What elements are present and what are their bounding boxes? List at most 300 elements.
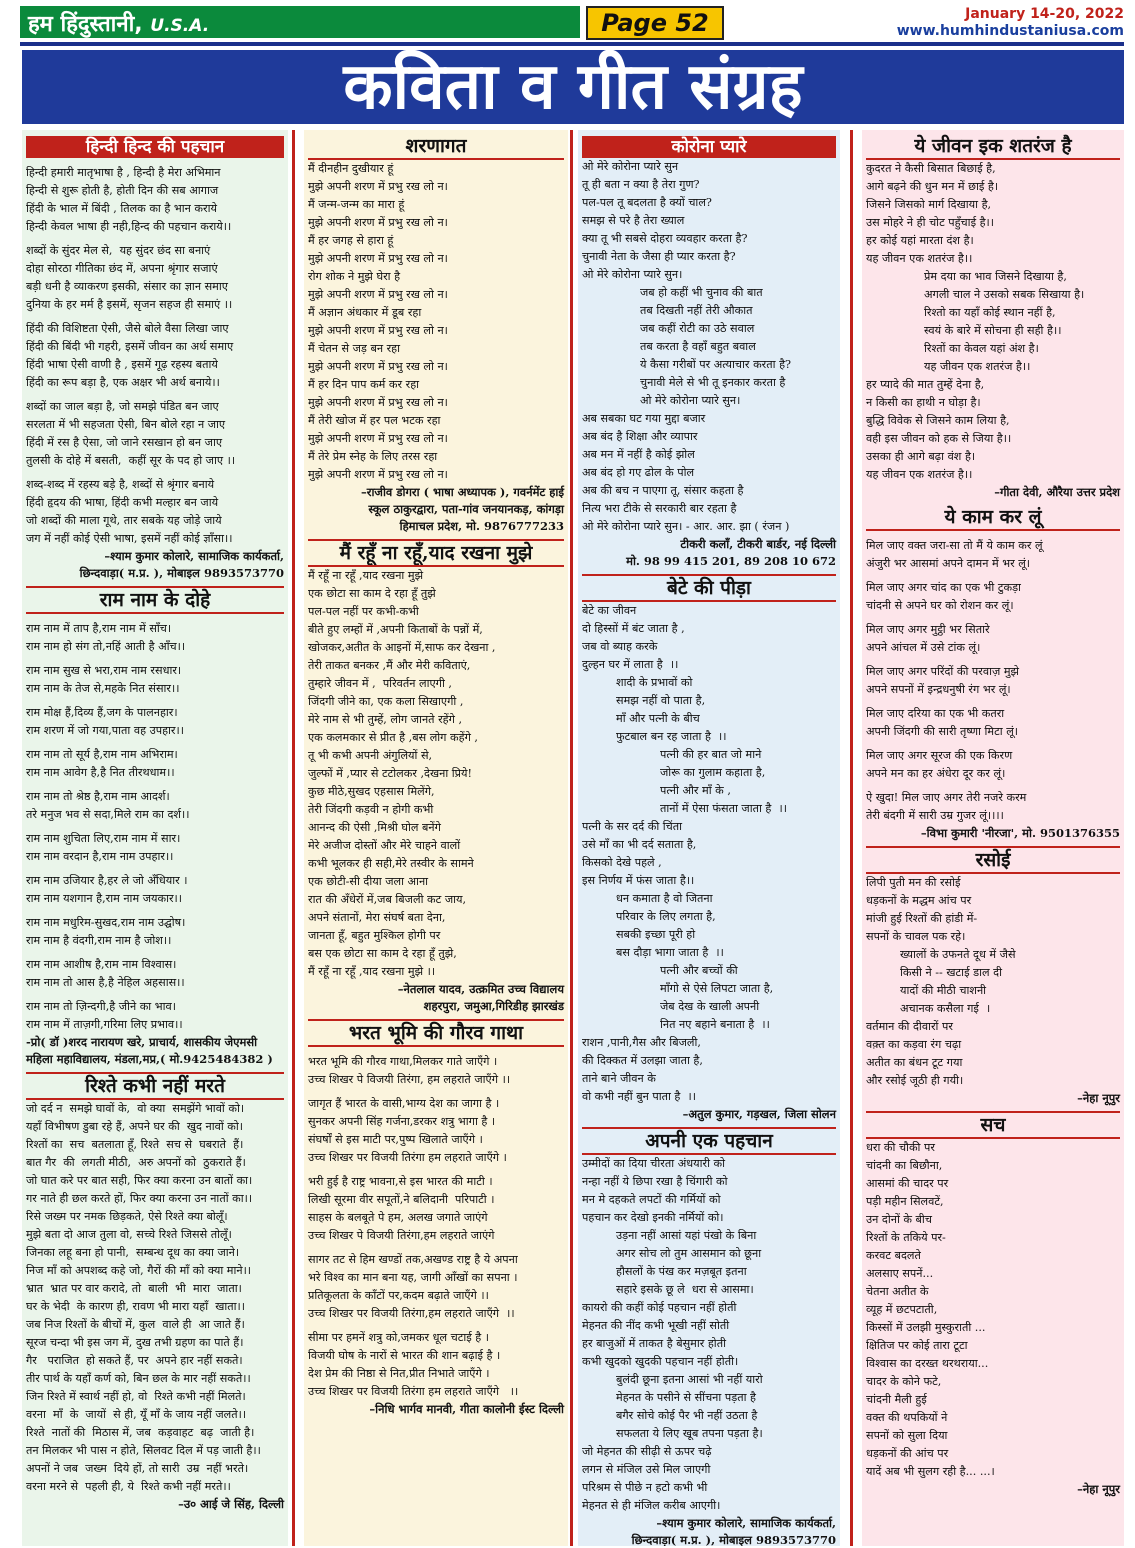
poem-line: पत्नी और माँ के , [660,784,731,797]
poem-line: धन कमाता है वो जितना [616,892,713,905]
poem-line: किसको देखे पहले , [582,856,662,869]
stanza [866,663,1120,699]
poem-line: नन्हा नहीं ये छिपा रखा है चिंगारी को [582,1175,728,1188]
poem-line: पहचान कर देखो इनकी नर्मियों को। [582,1211,724,1224]
poem-line: राम नाम तो आस है,है नेहिल अहसास।। [26,976,185,989]
poem-line: करवट बदलते [866,1249,921,1262]
poem-body [866,537,1120,825]
column-4 [862,130,1124,1546]
poem-credit: टीकरी कलाँ, टीकरी बार्डर, नई दिल्ली मो. 98 99 415 201, 89 208 10 672 [626,537,836,568]
poem-line: राशन ,पानी,गैस और बिजली, [582,1036,701,1049]
poem-line: राम नाम में ताज़गी,गरिमा लिए प्रभाव।। [26,1018,183,1031]
poem-line: चादर के कोने फटे, [866,1375,942,1388]
paper-name-text: हम हिंदुस्तानी, [28,12,143,37]
poem-line: मैं चेतन से जड़ बन रहा [308,342,401,355]
poem-line: यह जीवन एक शतरंज है।। [924,360,1031,373]
poem-line: शादी के प्रभावों को [616,676,693,689]
poem-line: जब कहीं रोटी का उठे सवाल [640,322,755,335]
poem-line: तन मिलकर भी पास न होते, सिलवट दिल में पड़ जाती है।। [26,1444,261,1457]
poem-line: संघर्षों से इस माटी पर,पुष्प खिलाते जाएँगे । [308,1133,483,1146]
poem-line: अपने सपनों में इन्द्रधनुषी रंग भर लूं। [866,683,1011,696]
poem-line: हिन्दी हमारी मातृभाषा है , हिन्दी है मेरा अभिमान [26,166,221,179]
poem-line: जग में नहीं कोई ऐसी भाषा, इसमें नहीं कोई ज्ञाँसा।। [26,532,233,545]
poem-line: जुल्फों में ,प्यार से टटोलकर ,देखना प्रिये! [308,767,473,780]
poem-line: तू भी कभी अपनी अंगुलियों से, [308,749,433,762]
poem-title: रसोई [866,846,1120,874]
poem-line: राम नाम उजियार है,हर ले जो अँधियार । [26,874,188,887]
poem-line: पल-पल तू बदलता है क्यों चाल? [582,196,712,209]
poem-line: मुझे अपनी शरण में प्रभु रख लो न। [308,252,448,265]
poem-line: एक कलमकार से प्रीत है ,बस लोग कहेंगे , [308,731,478,744]
poem-title: भरत भूमि की गौरव गाथा [308,1019,564,1047]
poem-line: जब निज रिश्तों के बीचों में, कुल वाले ही आ जाते हैं। [26,1318,245,1331]
poem-line: अपने संतानों, मेरा संघर्ष बता देना, [308,911,446,924]
column-1 [22,130,288,1546]
stanza [26,242,284,314]
poem-line: धरा की चौकी पर [866,1141,935,1154]
poem-line: मैं अज्ञान अंधकार में डूब रहा [308,306,422,319]
poem-line: जागृत हैं भारत के वासी,भाग्य देश का जागा है । [308,1097,500,1110]
poem-line: चेतना अतीत के [866,1285,929,1298]
stanza [308,1095,564,1167]
poem-line: दोहा सोरठा गीतिका छंद में, अपना श्रृंगार सजाएं [26,262,218,275]
poem-line: बगैर सोचे कोई पैर भी नहीं उठता है [616,1409,758,1422]
poem-line: बेटे का जीवन [582,604,637,617]
poem-line: ख्यालों के उफनते दूध में जैसे [900,948,1016,961]
poem-line: मैं तेरे प्रेम स्नेह के लिए तरस रहा [308,450,438,463]
poem-line: चुनावी मेले से भी तू इनकार करता है [640,376,786,389]
poem-line: सुनकर अपनी सिंह गर्जना,डरकर शत्रु भागा है । [308,1115,496,1128]
poem-line: सबकी इच्छा पूरी हो [616,928,696,941]
poem-line: हिंदी भाषा ऐसी वाणी है , इसमें गूढ़ रहस्य बताये [26,358,218,371]
poem-line: विजयी घोष के नारों से भारत की शान बढ़ाई है । [308,1349,501,1362]
poem-line: रिश्ते नातों की मिठास में, जब कड़वाहट बढ़ जाती है। [26,1426,255,1439]
poem-line: किस्सों में उलझी मुस्कुराती ... [866,1321,986,1334]
poem-line: पड़ी महीन सिलवटें, [866,1195,944,1208]
poem-line: मैं हर दिन पाप कर्म कर रहा [308,378,420,391]
poem-credit: –नेहा नूपुर [1077,1482,1120,1496]
poem-line: राम नाम मधुरिम-सुखद,राम नाम उद्घोष। [26,916,186,929]
poem-line: धड़कनों के मद्धम आंच पर [866,894,972,907]
poem-line: राम नाम आवेग है,है नित तीरथधाम।। [26,766,175,779]
poem-line: यह जीवन एक शतरंज है।। [866,252,973,265]
poem-line: राम नाम शुचिता लिए,राम नाम में सार। [26,832,181,845]
poem-line: चांदनी मैली हुई [866,1393,927,1406]
poem-line: ये कैसा गरीबों पर अत्याचार करता है? [640,358,792,371]
poem-line: मेहनत के पसीने से सींचना पड़ता है [616,1391,756,1404]
poem-line: जो शब्दों की माला गूथे, तार सबके यह जोड़े जाये [26,514,222,527]
poem-line: मांजी हुई रिश्तों की हांडी में- [866,912,978,925]
poem-line: मेरे अजीज दोस्तों और मेरे चाहने वालों [308,839,461,852]
poem-line: मुझे अपनी शरण में प्रभु रख लो न। [308,216,448,229]
poem-line: राम नाम है वंदगी,राम नाम है जोश।। [26,934,172,947]
poem-line: तुलसी के दोहे में बसती, कहीं सूर के पद हो जाए ।। [26,454,236,467]
poem-title: सच [866,1111,1120,1139]
poem-line: गर नाते ही छल करते हों, फिर क्या करना उन नातों का।। [26,1192,253,1205]
poem-line: मुझे अपनी शरण में प्रभु रख लो न। [308,468,448,481]
poem-line: तानों में ऐसा फंसता जाता है ।। [660,802,787,815]
poem-line: दो हिस्सों में बंट जाता है , [582,622,685,635]
poem-line: राम नाम वरदान है,राम नाम उपहार।। [26,850,174,863]
poem-line: हिन्दी से शुरू होती है, होती दिन की सब आगाज [26,184,219,197]
poem-line: मुझे अपनी शरण में प्रभु रख लो न। [308,288,448,301]
poem-line: जिंदगी जीने का, एक कला सिखाएगी , [308,695,464,708]
poem-line: अंजुरी भर आसमां अपने दामन में भर लूं। [866,557,1031,570]
stanza [866,579,1120,615]
poem-line: मिल जाए अगर मुट्ठी भर सितारे [866,623,990,636]
poem-line: वरना माँ के जायों से ही, यूँ माँ के जाय नहीं जलते।। [26,1408,247,1421]
poem-line: ऐ खुदा! मिल जाए अगर तेरी नजरे करम [866,791,1027,804]
poem-line: मुझे अपनी शरण में प्रभु रख लो न। [308,180,448,193]
poem-line: उम्मीदों का दिया चीरता अंधयारी को [582,1157,726,1170]
poem-line: हर बाजुओं में ताकत है बेसुमार होती [582,1337,726,1350]
poem-line: किसी ने -- खटाई डाल दी [900,966,1002,979]
poem-line: मन मे दहकते लपटों की गर्मियों को [582,1193,721,1206]
poem-line: ओ मेरे कोरोना प्यारे सुन [582,160,679,173]
poem-line: सपनों को सुला दिया [866,1429,948,1442]
poem-line: न किसी का हाथी न घोड़ा है। [866,396,981,409]
stanza [26,398,284,470]
poem-line: पत्नी के सर दर्द की चिंता [582,820,683,833]
poem-line: भरत भूमि की गौरव गाथा,मिलकर गाते जाएँगे । [308,1055,498,1068]
poem-line: राम नाम हो संग तो,नहिं आती है आँच।। [26,640,186,653]
stanza [308,1053,564,1089]
poem-line: बात गैर की लगती मीठी, अरु अपनों को ठुकराते हैं। [26,1156,246,1169]
poem-line: मैं रहूँ ना रहूँ ,याद रखना मुझे [308,569,424,582]
poem-line: धड़कनों की आंच पर [866,1447,949,1460]
poem-line: निज माँ को अपशब्द कहे जो, गैरों की माँ को क्या माने।। [26,1264,252,1277]
poem-line: रिश्तों का सच बतलाता हूँ, रिश्ते सच से घबराते हैं। [26,1138,244,1151]
poem-line: कभी खुदको खुदकी पहचान नहीं होती। [582,1355,739,1368]
poem-line: नित नए बहाने बनाता है ।। [660,1018,770,1031]
stanza [308,1329,564,1401]
poem-line: अपनों ने जब जख्म दिये हों, तो सारी उम्र नहीं भरते। [26,1462,249,1475]
poem-credit: –निधि भार्गव मानवी, गीता कालोनी ईस्ट दिल्ली [369,1402,564,1416]
poem-line: राम मोक्ष हैं,दिव्य हैं,जग के पालनहार। [26,706,178,719]
poem-line: अपने मन का हर अंधेरा दूर कर लूं। [866,767,1006,780]
poem-line: यह जीवन एक शतरंज है।। [866,468,973,481]
poem-line: जेब देख के खाली अपनी [660,1000,760,1013]
poem-line: राम शरण में जो गया,पाता वह उपहार।। [26,724,184,737]
poem-line: उच्च शिखर पर विजयी तिरंगा हम लहराते जाएँगे ।। [308,1385,519,1398]
poem-line: मुझे अपनी शरण में प्रभु रख लो न। [308,324,448,337]
poem-line: रिश्तो का यहाँ कोई स्थान नहीं है, [924,306,1056,319]
poem-body [866,874,1120,1090]
poem-body [26,620,284,1034]
poem-line: प्रेम दया का भाव जिसने दिखाया है, [924,270,1067,283]
poem-title: मैं रहूँ ना रहूँ,याद रखना मुझे [308,539,564,567]
poem-line: राम नाम तो ज़िन्दगी,है जीने का भाव। [26,1000,176,1013]
poem-line: हर कोई यहां मारता दंश है। [866,234,974,247]
stanza [26,164,284,236]
poem-line: उसका ही आगे बढ़ा वंश है। [866,450,976,463]
poem-line: व्यूह में छटपटाती, [866,1303,938,1316]
poem-body [582,158,836,536]
poem-line: तब करता है वहाँ बहुत बवाल [640,340,756,353]
poem-line: साहस के बलबूते पे हम, अलख जगाते जाएंगे [308,1211,488,1224]
poem-body [866,1139,1120,1481]
poem-line: उच्च शिखर पे विजयी तिरंगा,हम लहराते जाएंगे [308,1229,495,1242]
poem-line: मुझे बता दो आज तुला वो, सच्चे रिश्ते जिससे तोलूँ। [26,1228,232,1241]
poem-title: ये जीवन इक शतरंज है [866,134,1120,160]
poem-line: कुदरत ने कैसी बिसात बिछाई है, [866,162,996,175]
poem-line: जिनका लहू बना हो पानी, सम्बन्ध दूध का क्या जाने। [26,1246,240,1259]
poem-line: सीमा पर हमनें शत्रु को,जमकर धूल चटाई है । [308,1331,490,1344]
poem-line: रिश्तों का केवल यहां अंश है। [924,342,1039,355]
page-number: Page 52 [586,6,724,40]
poem-line: रिश्तों के तकिये पर- [866,1231,946,1244]
poem-line: जो घात करे पर बात सही, फिर क्या करना उन बातों का। [26,1174,253,1187]
poem-line: मिल जाए दरिया का एक भी कतरा [866,707,1005,720]
poem-line: हिन्दी केवल भाषा ही नही,हिन्द की पहचान कराये।। [26,220,232,233]
poem-line: एक छोटा सा काम दे रहा हूँ तुझे [308,587,436,600]
poem-title: अपनी एक पहचान [582,1127,836,1155]
poem-line: मैं हर जगह से हारा हूं [308,234,394,247]
masthead [20,6,1124,40]
poem-line: उन दोनों के बीच [866,1213,932,1226]
column-3 [578,130,840,1546]
column-divider [570,130,573,1546]
poem-line: अचानक कसैला गई । [900,1002,991,1015]
poem-line: जिसने जिसको मार्ग दिखाया है, [866,198,992,211]
stanza [308,1173,564,1245]
poem-line: अब बंद है शिक्षा और व्यापार [582,430,698,443]
poem-line: राम नाम आशीष है,राम नाम विश्वास। [26,958,177,971]
poem-title: हिन्दी हिन्द की पहचान [26,136,284,158]
poem-line: कुछ मीठे,सुखद एहसास मिलेंगे, [308,785,435,798]
poem-line: वरना मरने से पहली ही, ये रिश्ते कभी नहीं मरते।। [26,1480,231,1493]
poem-body [308,567,564,981]
poem-line: और रसोई जूठी ही गयी। [866,1074,964,1087]
poem-line: भरी हुई है राष्ट्र भावना,से इस भारत की माटी । [308,1175,493,1188]
poem-line: अतीत का बंधन टूट गया [866,1056,963,1069]
poem-line: परिश्रम से पीछे न हटो कभी भी [582,1481,708,1494]
poem-line: तेरी ताकत बनकर ,मैं और मेरी कविताएं, [308,659,471,672]
poem-line: इस निर्णय में फंस जाता है।। [582,874,695,887]
poem-line: राम नाम के तेज से,महके नित संसार।। [26,682,180,695]
poem-line: यहाँ विभीषण डुबा रहे हैं, अपने घर की खुद नावों को। [26,1120,243,1133]
poem-line: भरे विश्व का मान बना यह, जागी आँखों का सपना । [308,1271,518,1284]
stanza [866,789,1120,825]
poem-line: अपने आंचल में उसे टांक लूं। [866,641,981,654]
poem-line: मेरे नाम से भी तुम्हें, लोग जानते रहेंगे , [308,713,463,726]
poem-line: अगली चाल ने उसको सबक सिखाया है। [924,288,1085,301]
poem-line: रात की अँधेरों में,जब बिजली कट जाय, [308,893,467,906]
poem-line: आनन्द की ऐसी ,मिश्री घोल बनेंगे [308,821,441,834]
poem-title: शरणागत [308,134,564,160]
poem-title: बेटे की पीड़ा [582,574,836,602]
poem-line: अपनी जिंदगी की सारी तृष्णा मिटा लूं। [866,725,1019,738]
poem-body [582,602,836,1106]
poem-line: ताने बाने जीवन के [582,1072,656,1085]
poem-credit: –श्याम कुमार कोलारे, सामाजिक कार्यकर्ता, छिन्दवाड़ा( म.प्र. ), मोबाइल 9893573770 [631,1516,836,1546]
poem-line: हिंदी में रस है ऐसा, जो जाने रसखान हो बन जाए [26,436,223,449]
poem-line: लिपी पुती मन की रसोई [866,876,961,889]
poem-line: बीते हुए लम्हों में ,अपनी किताबों के पन्नों में, [308,623,483,636]
poem-credit: –श्याम कुमार कोलारे, सामाजिक कार्यकर्ता, छिन्दवाड़ा( म.प्र. ), मोबाइल 9893573770 [79,549,284,580]
poem-line: कभी भूलकर ही सही,मेरे तस्वीर के सामने [308,857,474,870]
poem-line: शब्दों के सुंदर मेल से, यह सुंदर छंद सा बनाएं [26,244,211,257]
poem-line: प्रतिकूलता के काँटों पर,कदम बढ़ाते जाएँगे ।। [308,1289,489,1302]
poem-line: सफलता ये लिए खूब तपना पड़ता है। [616,1427,763,1440]
poem-line: कायरो की कहीं कोई पहचान नहीं होती [582,1301,737,1314]
poem-credit: –विभा कुमारी 'नीरजा', मो. 9501376355 [920,826,1120,840]
stanza [866,705,1120,741]
poem-body [308,160,564,484]
column-divider [850,130,853,1546]
poem-line: मिल जाए वक्त जरा-सा तो मैं ये काम कर लूं [866,539,1043,552]
poem-line: तब दिखती नहीं तेरी औकात [640,304,753,317]
poem-line: सूरज चन्दा भी इस जग में, दुख तभी ग्रहण का पाते हैं। [26,1336,244,1349]
poem-line: जानता हूँ, बहुत मुश्किल होगी पर [308,929,441,942]
poem-body [866,160,1120,484]
poem-line: हिंदी की बिंदी भी गहरी, इसमें जीवन का अर्थ समाए [26,340,234,353]
poem-credit: –राजीव डोगरा ( भाषा अध्यापक ), गवर्नमेंट हाई स्कूल ठाकुरद्वारा, पता-गांव जनयानकड़, कांगड़ा हिमाचल प्रदेश, मो. 9876777233 [360,485,564,533]
column-divider [292,130,295,1546]
poem-title: ये काम कर लूं [866,505,1120,531]
poem-line: मैं रहूँ ना रहूँ ,याद रखना मुझे ।। [308,965,436,978]
poem-line: मुझे अपनी शरण में प्रभु रख लो न। [308,396,448,409]
poem-line: तेरी बंदगी में सारी उम्र गुजर लूं।।।। [866,809,1004,822]
poem-line: यादों की मीठी चाशनी [900,984,987,997]
paper-name [20,6,580,38]
poem-line: राम नाम तो सूर्य है,राम नाम अभिराम। [26,748,178,761]
poem-line: नित्य भरा टीके से सरकारी बार रहता है [582,502,737,515]
poem-line: मिल जाए अगर परिंदों की परवाज़ मुझे [866,665,1019,678]
poem-line: मेहनत की नींद कभी भूखी नहीं सोती [582,1319,730,1332]
poem-line: अगर सोच लो तुम आसमान को छूना [616,1247,762,1260]
poem-line: लगन से मंजिल उसे मिल जाएगी [582,1463,711,1476]
poem-line: उड़ना नहीं आसां यहां पंखो के बिना [616,1229,757,1242]
poem-line: जो मेहनत की सीढ़ी से ऊपर चढ़े [582,1445,712,1458]
poem-line: दुल्हन घर में लाता है ।। [582,658,679,671]
poem-line: खोजकर,अतीत के आइनों में,साफ कर देखना , [308,641,496,654]
poem-line: परिवार के लिए लगता है, [616,910,716,923]
poem-line: स्वयं के बारे में सोचना ही सही है।। [924,324,1062,337]
poem-line: सपनों के चावल पक रहे। [866,930,966,943]
poem-line: गैर पराजित हो सकते हैं, पर अपने हार नहीं सकते। [26,1354,243,1367]
poem-line: बुलंदी छूना इतना आसां भी नहीं यारो [616,1373,763,1386]
poem-line: अलसाए सपनें... [866,1267,934,1280]
poem-line: मिल जाए अगर चांद का एक भी टुकड़ा [866,581,1021,594]
poem-line: क्षितिज पर कोई तारा टूटा [866,1339,968,1352]
masthead-divider [20,42,1124,46]
poem-line: हिंदी की विशिष्टता ऐसी, जैसे बोले वैसा लिखा जाए [26,322,229,335]
poem-line: ओ मेरे कोरोना प्यारे सुन। [640,394,741,407]
poem-line: तुम्हारे जीवन में , परिवर्तन लाएगी , [308,677,452,690]
poem-line: अब बंद हो गए ढोल के पोल [582,466,695,479]
poem-line: हौसलों के पंख कर मज़बूत इतना [616,1265,747,1278]
poem-line: बुद्धि विवेक से जिसने काम लिया है, [866,414,1010,427]
poem-line: घर के भेदी के कारण ही, रावण भी मारा यहाँ खाता।। [26,1300,246,1313]
poem-credit: –अतुल कुमार, गड़खल, जिला सोलन [682,1107,836,1121]
poem-line: विश्वास का दरख्त थरथराया... [866,1357,989,1370]
website-link[interactable]: www.humhindustaniusa.com [896,23,1124,39]
stanza [26,320,284,392]
poem-line: अब मन में नहीं है कोई झोल [582,448,695,461]
poem-line: उसे माँ का भी दर्द सताता है, [582,838,697,851]
issue-date: January 14-20, 2022 [965,6,1124,22]
poem-line: एक छोटी-सी दीया जला आना [308,875,429,888]
poem-line: माँ और पत्नी के बीच [616,712,700,725]
poem-credit: –गीता देवी, औरैया उत्तर प्रदेश [994,485,1120,499]
poem-line: बड़ी धनी है व्याकरण इसकी, संसार का ज्ञान समाए [26,280,228,293]
poem-title: रिश्ते कभी नहीं मरते [26,1072,284,1100]
poem-line: समझ नहीं वो पाता है, [616,694,706,707]
poem-credit: –नेहा नूपुर [1077,1091,1120,1105]
poem-line: हिंदी के भाल में बिंदी , तिलक का है भान कराये [26,202,217,215]
poem-line: उच्च शिखर पर विजयी तिरंगा,हम लहराते जाएँगे ।। [308,1307,515,1320]
poem-line: वो कभी नहीं बुन पाता है ।। [582,1090,696,1103]
poem-credit: –नेतलाल यादव, उत्क्रमित उच्च विद्यालय शहरपुरा, जमुआ,गिरिडीह झारखंड [397,982,564,1013]
poem-line: हिंदी हृदय की भाषा, हिंदी कभी मल्हार बन जाये [26,496,219,509]
poem-title: राम नाम के दोहे [26,586,284,614]
poem-line: मुझे अपनी शरण में प्रभु रख लो न। [308,432,448,445]
poem-line: मैं दीनहीन दुखीयार हूं [308,162,394,175]
poem-credit: –उ० आई जे सिंह, दिल्ली [178,1497,284,1511]
poem-line: फुटबाल बन रह जाता है ।। [616,730,727,743]
poem-line: तीर पार्थ के यहाँ कर्ण को, बिन छल के मार नहीं सकते।। [26,1372,251,1385]
poem-line: आगे बढ़ने की धुन मन में छाई है। [866,180,999,193]
poem-line: सरलता में भी सहजता ऐसी, बिन बोले रहा न जाए [26,418,226,431]
poem-line: हिंदी का रूप बड़ा है, एक अक्षर भी अर्थ बनाये।। [26,376,220,389]
poem-line: जिन रिश्ते में स्वार्थ नहीं हो, वो रिश्ते कभी नहीं मिलते। [26,1390,246,1403]
poem-line: चांदनी से अपने घर को रोशन कर लूं। [866,599,1014,612]
poem-body [26,1100,284,1496]
poem-line: उस मोहरे ने ही चोट पहुँचाई है।। [866,216,995,229]
poem-line: पत्नी और बच्चों की [660,964,738,977]
poem-line: माँगो से ऐसे लिपटा जाता है, [660,982,774,995]
poem-line: वही इस जीवन को हक से जिया है।। [866,432,1012,445]
poem-line: वक़्त का कड़वा रंग चढ़ा [866,1038,962,1051]
poem-line: सागर तट से हिम खण्डों तक,अखण्ड राष्ट्र है ये अपना [308,1253,518,1266]
poem-line: भ्रात भ्रात पर वार करादे, तो बाली भी मारा जाता। [26,1282,242,1295]
poem-line: राम नाम में ताप है,राम नाम में साँच। [26,622,172,635]
poem-line: शब्द-शब्द में रहस्य बड़े है, शब्दों से श्रृंगार बनाये [26,478,215,491]
poem-line: चांदनी का बिछौना, [866,1159,943,1172]
poem-line: जोरू का गुलाम कहाता है, [660,766,766,779]
poem-line: पत्नी की हर बात जो माने [660,748,762,761]
poem-line: की दिक्कत में उलझा जाता है, [582,1054,703,1067]
poem-line: आसमां की चादर पर [866,1177,949,1190]
poem-line: राम नाम सुख से भरा,राम नाम रसधार। [26,664,182,677]
poem-line: बस एक छोटा सा काम दे रहा हूँ तुझे, [308,947,457,960]
poem-line: उच्च शिखर पर विजयी तिरंगा हम लहराते जाएँगे । [308,1151,507,1164]
poem-body [308,1053,564,1401]
stanza [308,1251,564,1323]
poem-line: रिसे जख्म पर नमक छिड़कते, ऐसे रिश्ते क्या बोलूँ। [26,1210,228,1223]
poem-line: चुनावी नेता के जैसा ही प्यार करता है? [582,250,736,263]
column-2 [304,130,568,1546]
poem-line: क्या तू भी सबसे दोहरा व्यवहार करता है? [582,232,748,245]
poem-line: तरे मनुज भव से सदा,मिले राम का दर्श।। [26,808,190,821]
poem-line: हर प्यादे की मात तुम्हें देना है, [866,378,985,391]
poem-line: बस दौड़ा भागा जाता है ।। [616,946,724,959]
poem-title: कोरोना प्यारे [582,136,836,158]
poem-line: राम नाम यशगान है,राम नाम जयकार।। [26,892,183,905]
section-banner: कविता व गीत संग्रह [22,50,1124,124]
poem-line: अब की बच न पाएगा तू, संसार कहता है [582,484,744,497]
poem-line: दुनिया के हर मर्म है इसमें, सृजन सहज ही समाएं ।। [26,298,233,311]
poem-body [582,1155,836,1515]
poem-line: मैं तेरी खोज में हर पल भटक रहा [308,414,441,427]
poem-line: ओ मेरे कोरोना प्यारे सुन। - आर. आर. झा ( रंजन ) [582,520,790,533]
masthead-info [897,6,1124,40]
poem-line: वर्तमान की दीवारों पर [866,1020,953,1033]
poem-line: मैं जन्म-जन्म का मारा हूं [308,198,405,211]
poem-line: जो दर्द न समझे घावों के, वो क्या समझेंगे भावों को। [26,1102,245,1115]
poem-line: राम नाम तो श्रेष्ठ है,राम नाम आदर्श। [26,790,170,803]
